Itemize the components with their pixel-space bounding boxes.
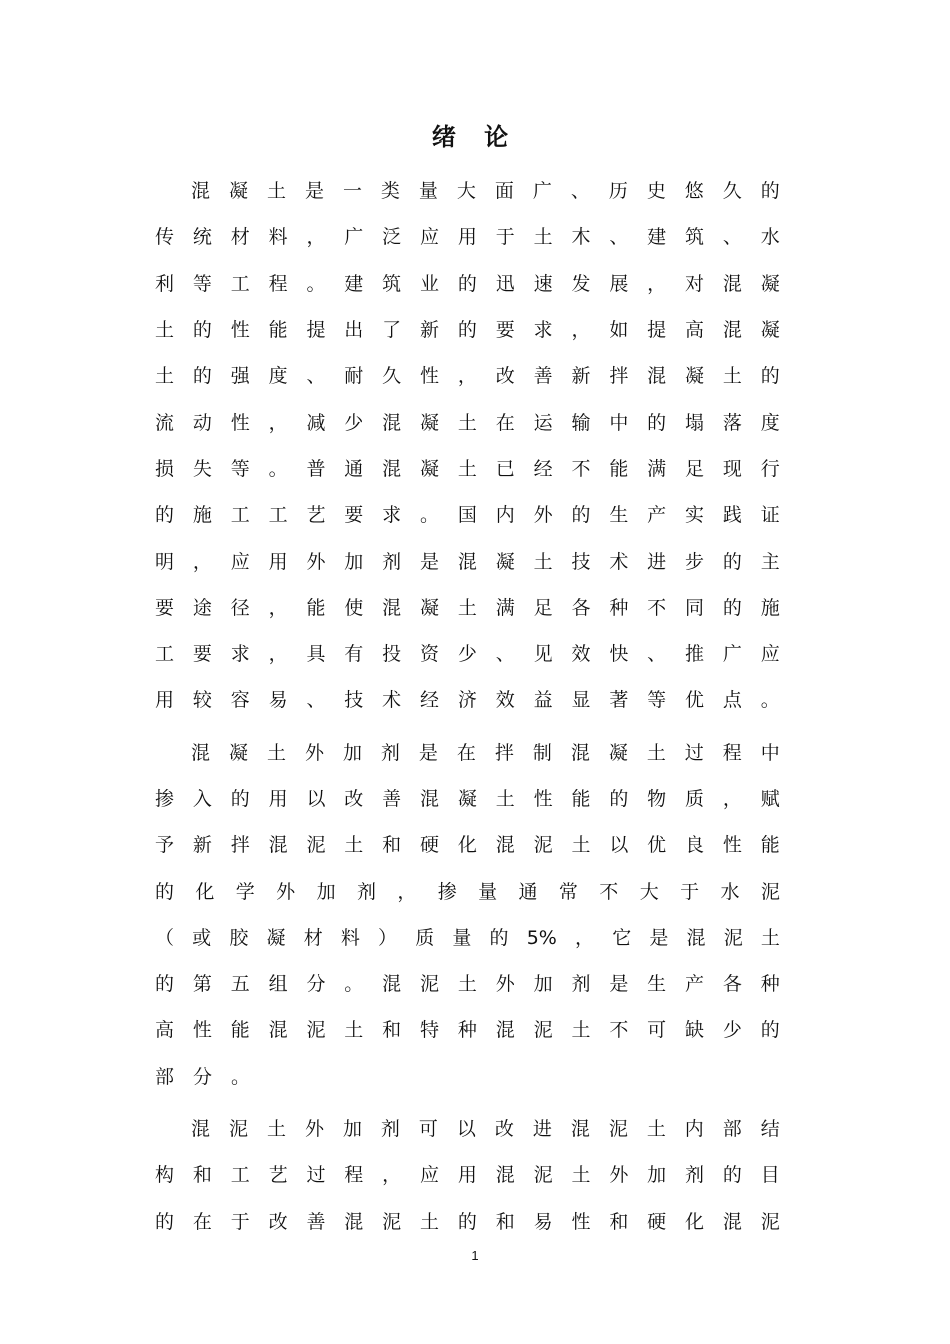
text-line: 工 要 求 ， 具 有 投 资 少 、 见 效 快 、 推 广 应 [155, 643, 780, 666]
text-line: 掺 入 的 用 以 改 善 混 凝 土 性 能 的 物 质 ， 赋 [155, 788, 780, 810]
text-line: 的 在 于 改 善 混 泥 土 的 和 易 性 和 硬 化 混 泥 [155, 1210, 780, 1233]
page-title: 绪 论 [431, 123, 519, 151]
paragraph-3 [155, 1106, 780, 1245]
text-line: 要 途 径 ， 能 使 混 凝 土 满 足 各 种 不 同 的 施 [155, 596, 780, 619]
text-line: 混 凝 土 是 一 类 量 大 面 广 、 历 史 悠 久 的 [191, 180, 780, 203]
text-line: 的 第 五 组 分 。 混 泥 土 外 加 剂 是 生 产 各 种 [155, 973, 780, 996]
text-line: 用 较 容 易 、 技 术 经 济 效 益 显 著 等 优 点 。 [155, 689, 780, 712]
paragraph-1 [155, 168, 780, 724]
text-line: 的 施 工 工 艺 要 求 。 国 内 外 的 生 产 实 践 证 [155, 504, 780, 527]
text-line: 予 新 拌 混 泥 土 和 硬 化 混 泥 土 以 优 良 性 能 [155, 834, 780, 857]
text-line: 土 的 强 度 、 耐 久 性 ， 改 善 新 拌 混 凝 土 的 [155, 365, 780, 388]
paragraph-2 [155, 730, 780, 1100]
body-text [155, 168, 780, 1251]
text-line: 混 凝 土 外 加 剂 是 在 拌 制 混 凝 土 过 程 中 [191, 741, 780, 764]
page-number: 1 [471, 1248, 479, 1263]
text-line: 流 动 性 ， 减 少 混 凝 土 在 运 输 中 的 塌 落 度 [155, 411, 780, 434]
text-line: 高 性 能 混 泥 土 和 特 种 混 泥 土 不 可 缺 少 的 [155, 1019, 780, 1042]
text-line: 传 统 材 料 ， 广 泛 应 用 于 土 木 、 建 筑 、 水 [155, 226, 780, 249]
text-line: 部 分 。 [155, 1065, 251, 1088]
text-line: （ 或 胶 凝 材 料 ） 质 量 的 5% ， 它 是 混 泥 土 [155, 926, 780, 949]
text-line: 损 失 等 。 普 通 混 凝 土 已 经 不 能 满 足 现 行 [155, 457, 780, 480]
text-line: 的 化 学 外 加 剂 ， 掺 量 通 常 不 大 于 水 泥 [155, 880, 780, 903]
text-line: 明 ， 应 用 外 加 剂 是 混 凝 土 技 术 进 步 的 主 [155, 550, 780, 573]
text-line: 混 泥 土 外 加 剂 可 以 改 进 混 泥 土 内 部 结 [191, 1118, 780, 1141]
text-line: 利 等 工 程 。 建 筑 业 的 迅 速 发 展 ， 对 混 凝 [155, 272, 780, 295]
text-line: 土 的 性 能 提 出 了 新 的 要 求 ， 如 提 高 混 凝 [155, 319, 780, 342]
text-line: 构 和 工 艺 过 程 ， 应 用 混 泥 土 外 加 剂 的 目 [155, 1164, 780, 1187]
